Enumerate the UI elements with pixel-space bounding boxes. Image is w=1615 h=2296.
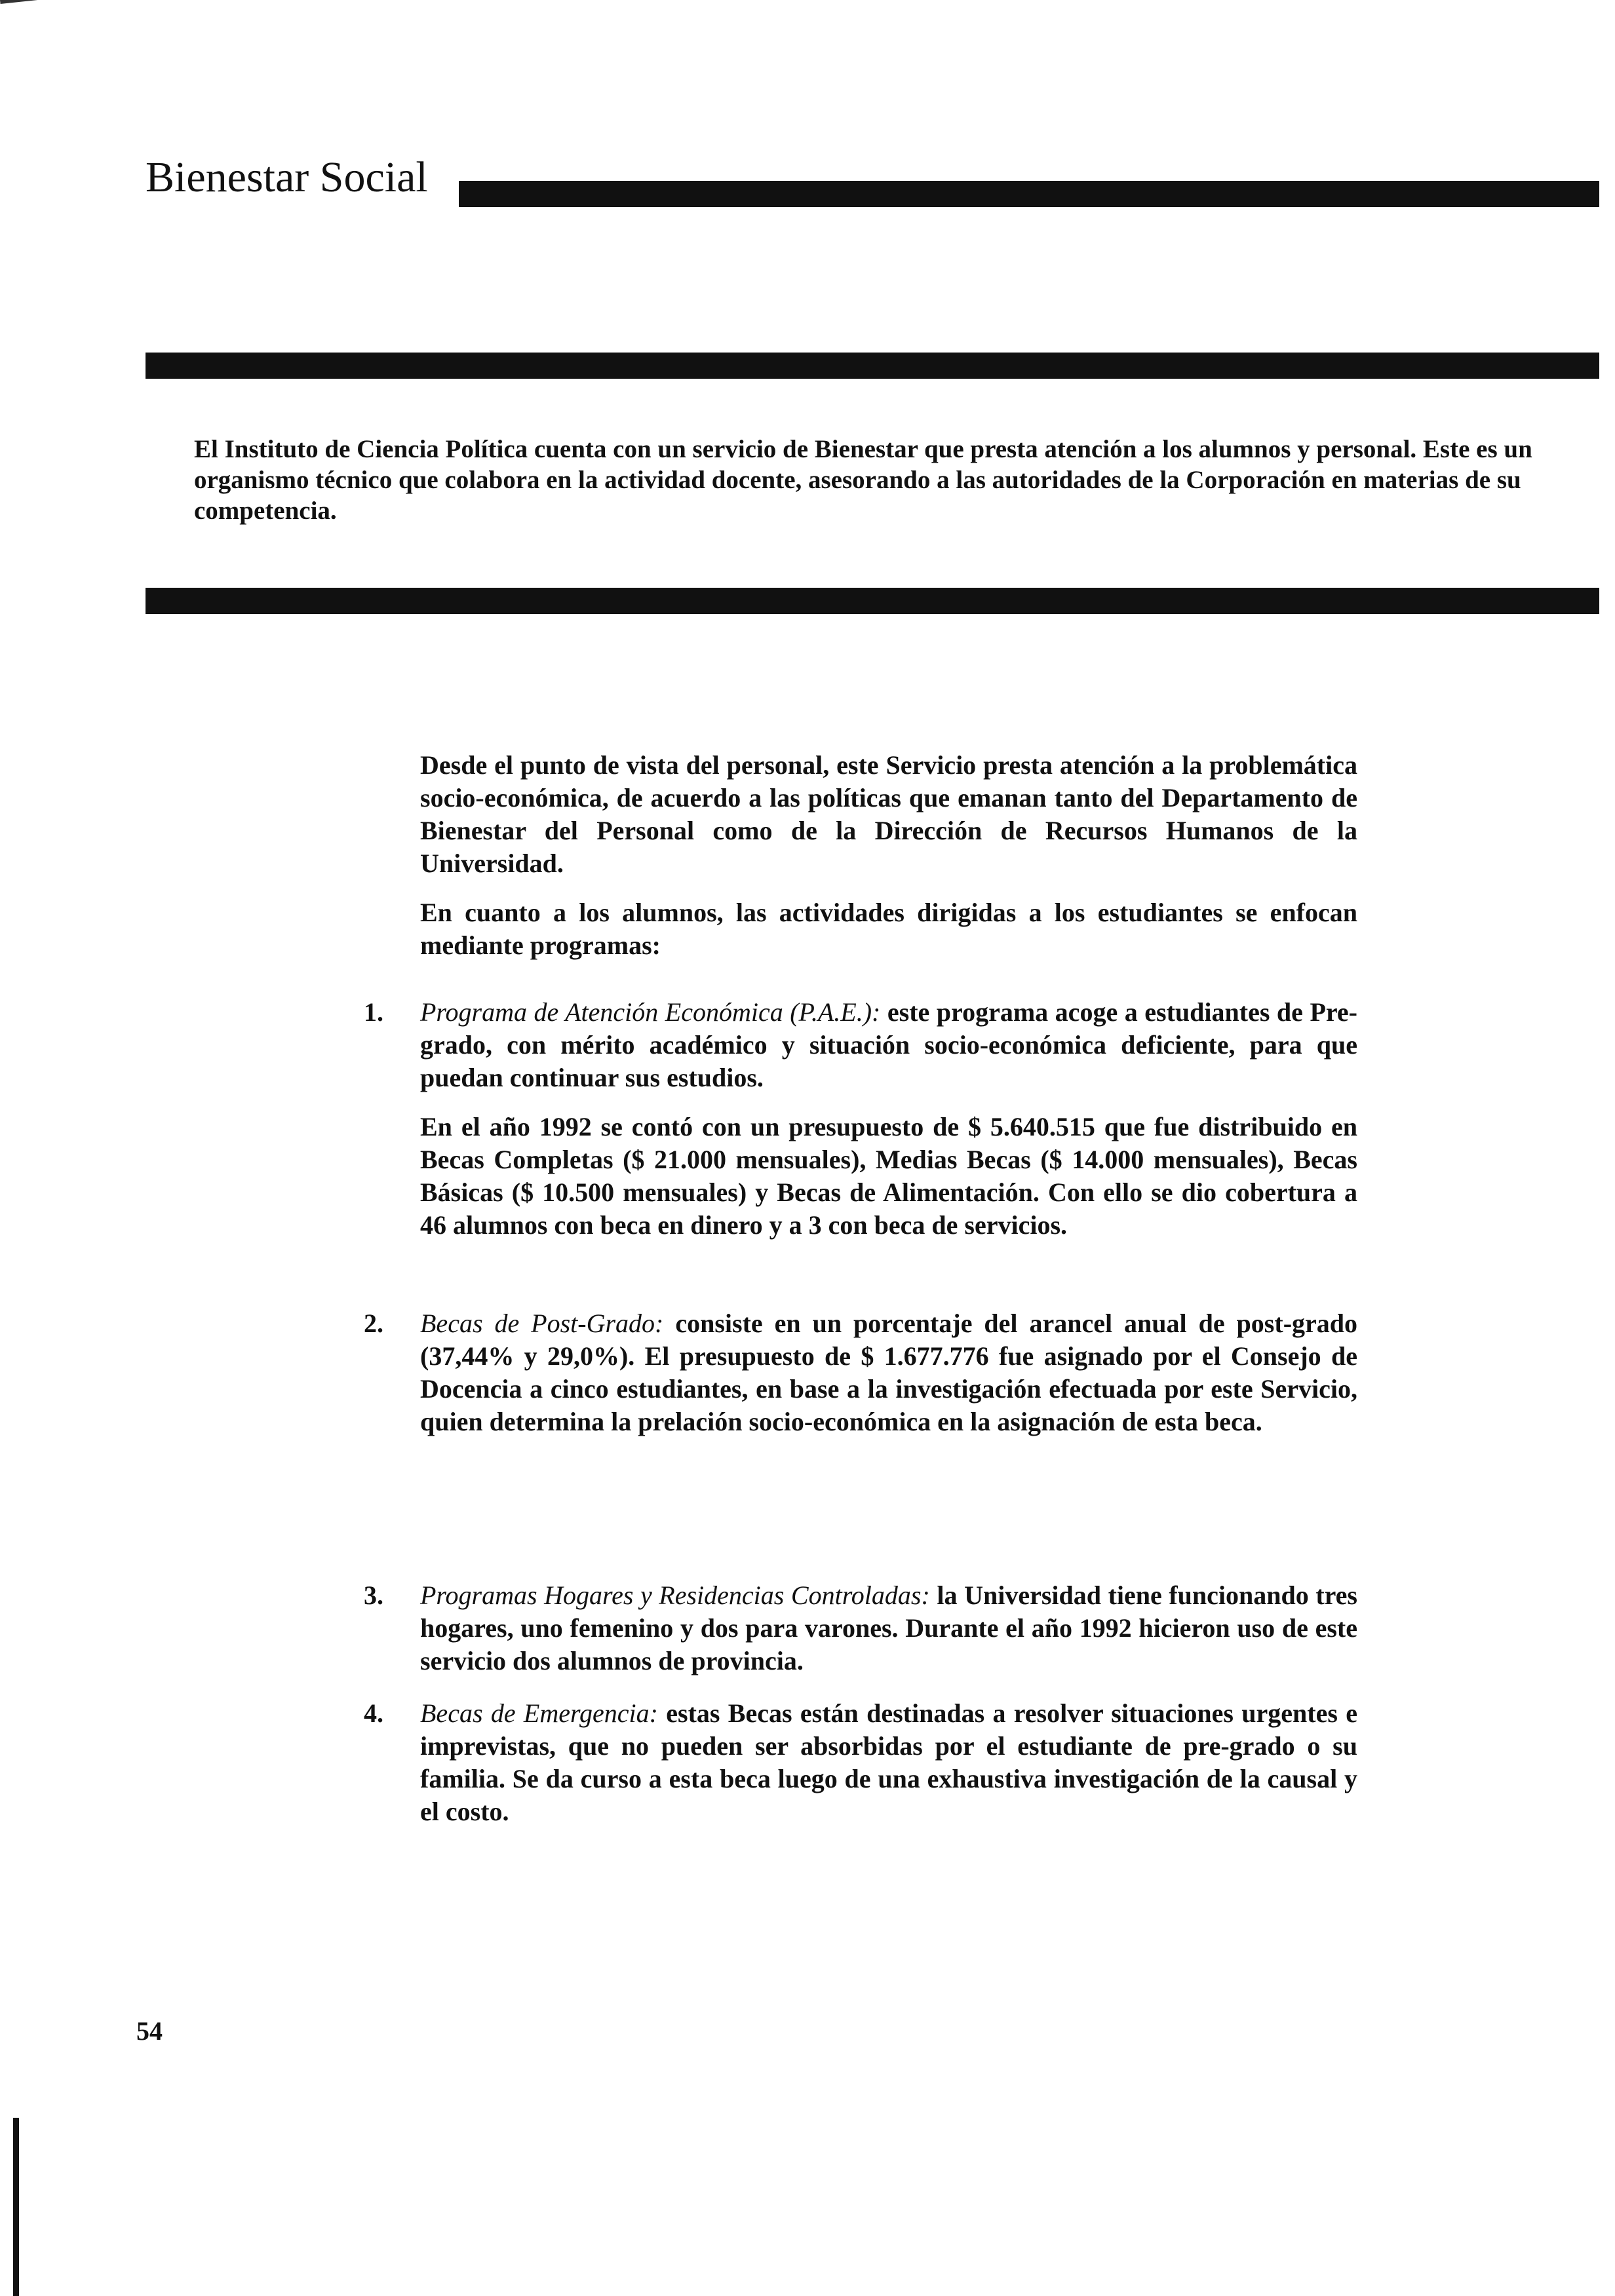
list-item-title: Programa de Atención Económica (P.A.E.): (420, 997, 881, 1027)
list-item-title: Programas Hogares y Residencias Controladas: (420, 1580, 930, 1610)
students-paragraph: En cuanto a los alumnos, las actividades dirigidas a los estudiantes se enfocan mediante programas: (420, 898, 1357, 960)
divider-rule (146, 588, 1599, 614)
section-title: Bienestar Social (146, 153, 428, 201)
list-item-description: este programa acoge a estudiantes de Pre-grado, con mérito académico y situación socio-económica deficiente, para que puedan continuar sus estudios. (420, 997, 1357, 1092)
list-item-number: 3. (364, 1580, 383, 1610)
list-item-description: consiste en un porcentaje del arancel anual de post-grado (37,44% y 29,0%). El presupuesto de $ 1.677.776 fue asignado por el Consejo de Docencia a cinco estudiantes, en base a la investigación efectuada por este Servicio, quien determina la prelación socio-económica en la asignación de esta beca. (420, 1309, 1358, 1436)
list-item-number: 1. (364, 997, 383, 1027)
title-rule (459, 181, 1599, 207)
list-item-text (420, 1697, 1357, 1828)
page-number: 54 (136, 2016, 163, 2046)
scan-edge-mark (13, 2118, 19, 2296)
list-item-text (420, 1307, 1357, 1438)
divider-rule (146, 353, 1599, 379)
list-item-number: 4. (364, 1698, 383, 1728)
intro-paragraph: El Instituto de Ciencia Política cuenta con un servicio de Bienestar que presta atención a los alumnos y personal. Este es un organismo técnico que colabora en la actividad docente, asesorando a las autoridades de la Corporación en materias de su competencia. (194, 435, 1532, 525)
list-item-detail: En el año 1992 se contó con un presupuesto de $ 5.640.515 que fue distribuido en Becas Completas ($ 21.000 mensuales), Medias Becas ($ 14.000 mensuales), Becas Básicas ($ 10.500 mensuales) y Becas de Alimentación. Con ello se dio cobertura a 46 alumnos con beca en dinero y a 3 con beca de servicios. (420, 1112, 1357, 1240)
list-item-text (420, 996, 1357, 1094)
list-item-title: Becas de Post-Grado: (420, 1309, 664, 1338)
staff-paragraph: Desde el punto de vista del personal, este Servicio presta atención a la problemática socio-económica, de acuerdo a las políticas que emanan tanto del Departamento de Bienestar del Personal como de la Dirección de Recursos Humanos de la Universidad. (420, 750, 1357, 878)
list-item-title: Becas de Emergencia: (420, 1698, 658, 1728)
list-item-description: estas Becas están destinadas a resolver situaciones urgentes e imprevistas, que no pueden ser absorbidas por el estudiante de pre-grado o su familia. Se da curso a esta beca luego de una exhaustiva investigación de la causal y el costo. (420, 1698, 1358, 1826)
list-item-number: 2. (364, 1309, 383, 1338)
list-item-text (420, 1579, 1357, 1677)
scan-corner-mark (0, 0, 38, 4)
list-item-description: la Universidad tiene funcionando tres hogares, uno femenino y dos para varones. Durante el año 1992 hicieron uso de este servicio dos alumnos de provincia. (420, 1580, 1357, 1675)
